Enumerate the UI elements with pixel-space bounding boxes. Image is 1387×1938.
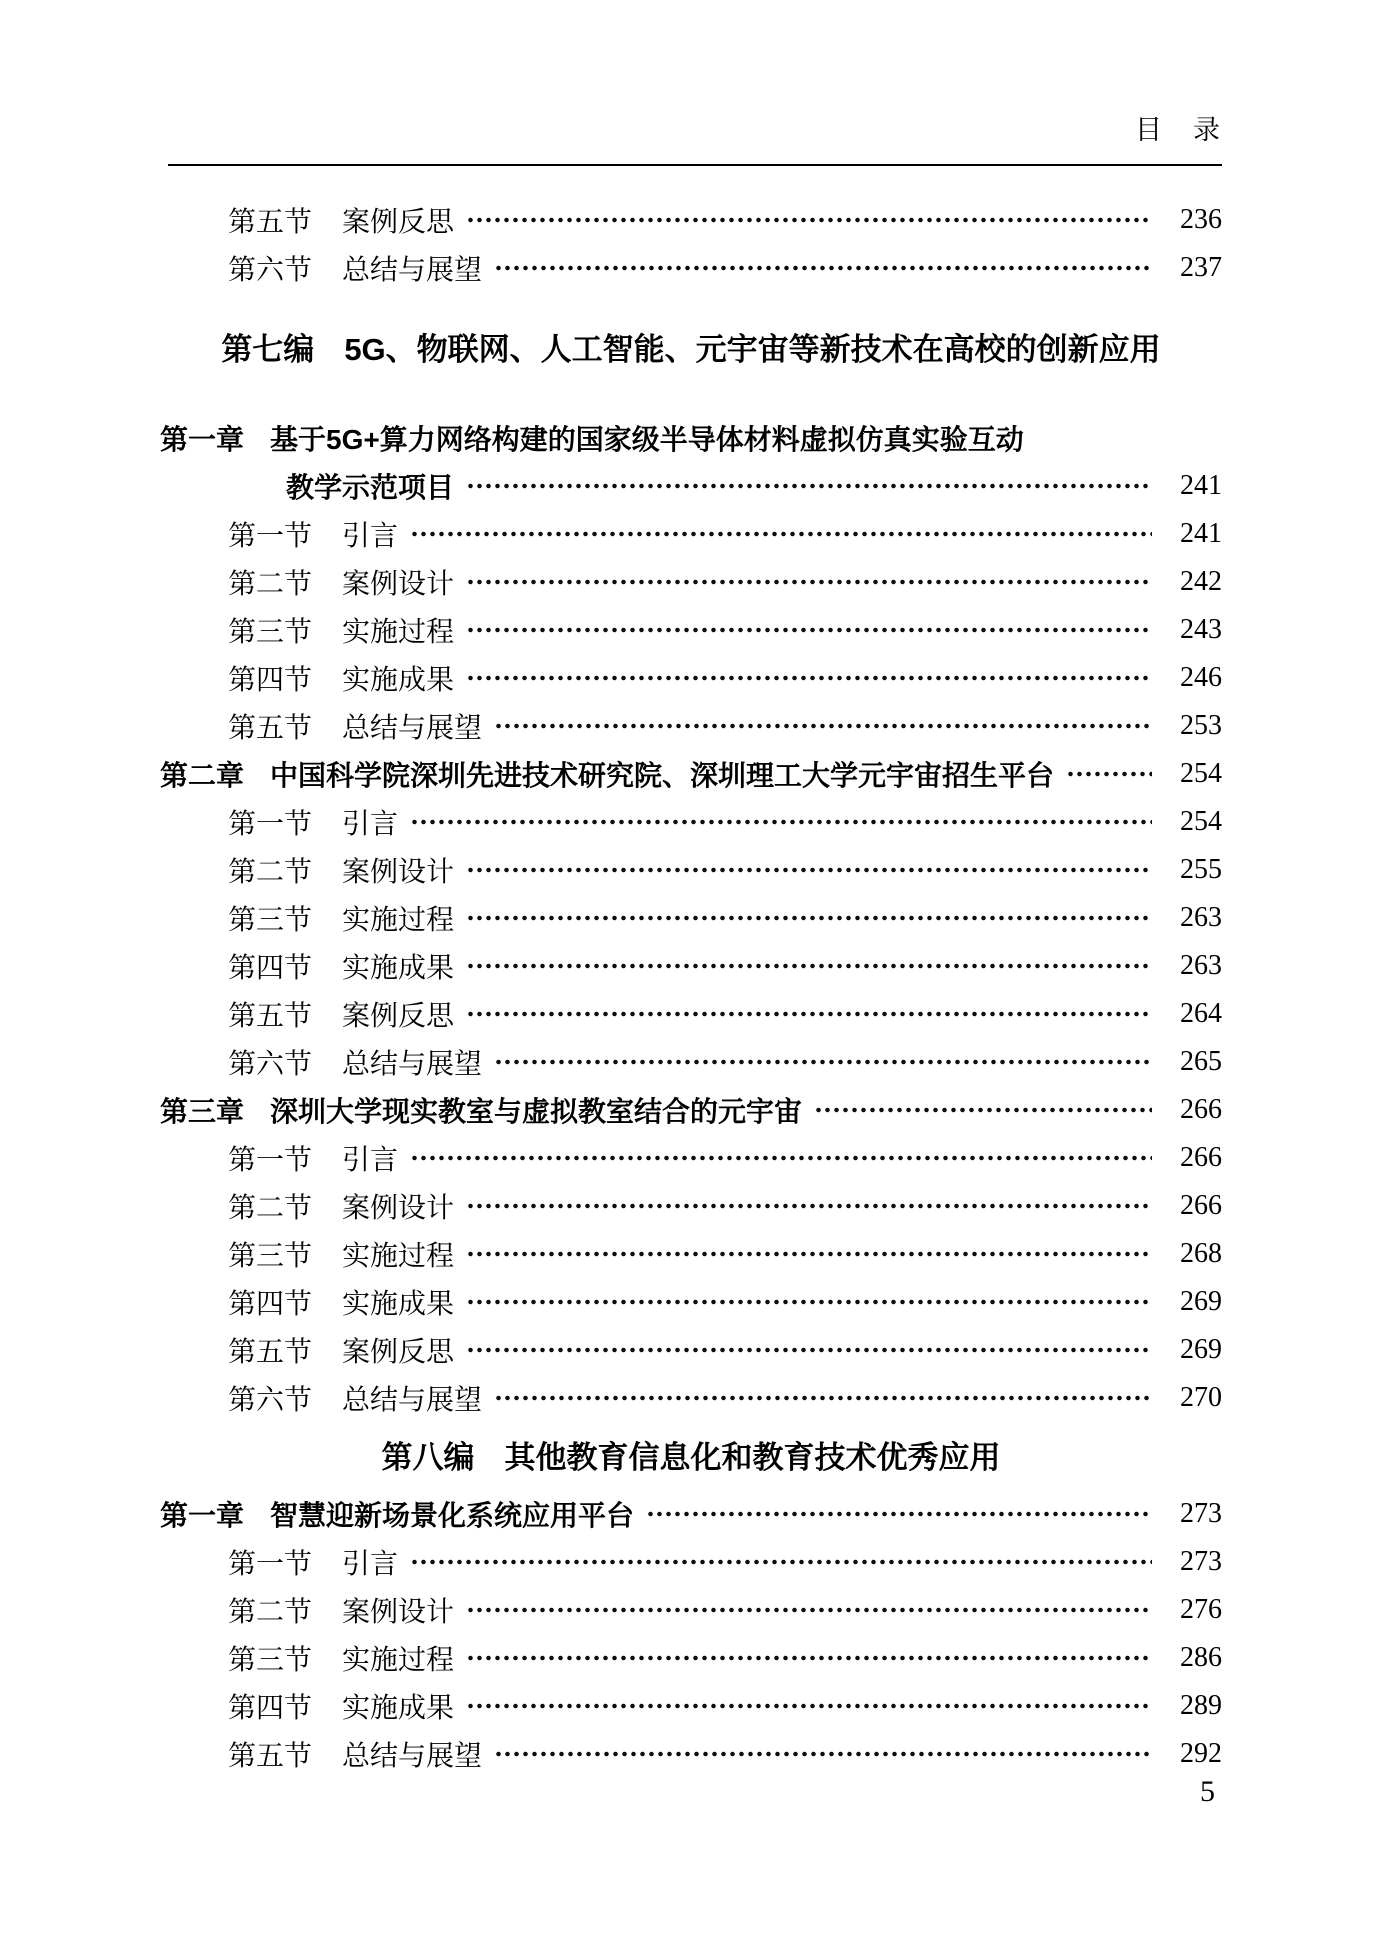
entry-page: 242	[1180, 566, 1222, 597]
toc-entry	[160, 1134, 1222, 1182]
part-heading-label: 第八编	[381, 1440, 475, 1475]
entry-title: 深圳大学现实教室与虚拟教室结合的元宇宙	[270, 1096, 803, 1127]
part-heading	[160, 1434, 1222, 1482]
dot-leader	[494, 702, 1152, 750]
dot-leader	[466, 654, 1152, 702]
dot-leader	[466, 990, 1152, 1038]
entry-page: 264	[1180, 998, 1222, 1029]
entry-label: 第二节	[228, 857, 313, 888]
entry-title: 案例反思	[342, 1001, 455, 1032]
dot-leader	[466, 1326, 1152, 1374]
entry-label: 第一节	[228, 521, 313, 552]
dot-leader	[466, 558, 1152, 606]
page-header-title: 目 录	[1135, 115, 1222, 145]
entry-page: 276	[1180, 1594, 1222, 1625]
entry-label: 第一章	[160, 1500, 245, 1531]
entry-label: 第一节	[228, 1549, 313, 1580]
entry-label: 第五节	[228, 1001, 313, 1032]
dot-leader	[494, 1038, 1152, 1086]
entry-page: 292	[1180, 1738, 1222, 1769]
toc-entry	[160, 1730, 1222, 1778]
toc-entry	[160, 558, 1222, 606]
part-heading-title: 其他教育信息化和教育技术优秀应用	[504, 1440, 1001, 1475]
part-heading-label: 第七编	[221, 332, 315, 367]
entry-title: 实施过程	[342, 905, 455, 936]
entry-title: 总结与展望	[342, 1385, 483, 1416]
entry-page: 263	[1180, 950, 1222, 981]
part-heading	[160, 326, 1222, 374]
toc-entry	[160, 798, 1222, 846]
toc-entry	[160, 1634, 1222, 1682]
toc-entry	[160, 1586, 1222, 1634]
toc-entry	[160, 510, 1222, 558]
entry-label: 第一章	[160, 424, 245, 455]
entry-title: 总结与展望	[342, 255, 483, 286]
toc-entry	[160, 606, 1222, 654]
entry-label: 第五节	[228, 1741, 313, 1772]
toc-entry	[160, 1326, 1222, 1374]
entry-page: 266	[1180, 1142, 1222, 1173]
dot-leader	[410, 1134, 1152, 1182]
entry-label: 第六节	[228, 1049, 313, 1080]
entry-page: 273	[1180, 1498, 1222, 1529]
entry-page: 268	[1180, 1238, 1222, 1269]
entry-title: 案例设计	[342, 857, 455, 888]
entry-title: 案例设计	[342, 569, 455, 600]
dot-leader	[410, 1538, 1152, 1586]
entry-label: 第五节	[228, 713, 313, 744]
dot-leader	[466, 1586, 1152, 1634]
dot-leader	[466, 1278, 1152, 1326]
toc-entry	[160, 846, 1222, 894]
entry-page: 269	[1180, 1286, 1222, 1317]
entry-title: 智慧迎新场景化系统应用平台	[270, 1500, 635, 1531]
entry-title: 引言	[342, 1145, 399, 1176]
entry-page: 266	[1180, 1094, 1222, 1125]
entry-label: 第四节	[228, 1289, 313, 1320]
toc-entry	[160, 1490, 1222, 1538]
toc-entry	[160, 702, 1222, 750]
toc-entry	[160, 1182, 1222, 1230]
dot-leader	[466, 1682, 1152, 1730]
toc-entry	[160, 1682, 1222, 1730]
entry-title: 引言	[342, 521, 399, 552]
dot-leader	[410, 798, 1152, 846]
dot-leader	[466, 606, 1152, 654]
dot-leader	[494, 244, 1152, 292]
entry-page: 270	[1180, 1382, 1222, 1413]
entry-title: 引言	[342, 809, 399, 840]
entry-page: 289	[1180, 1690, 1222, 1721]
entry-title: 实施成果	[342, 665, 455, 696]
entry-label: 第三节	[228, 1645, 313, 1676]
dot-leader	[466, 1230, 1152, 1278]
entry-page: 255	[1180, 854, 1222, 885]
entry-page: 266	[1180, 1190, 1222, 1221]
page-number: 5	[1200, 1775, 1215, 1808]
part-heading-title: 5G、物联网、人工智能、元宇宙等新技术在高校的创新应用	[344, 332, 1161, 367]
entry-title: 案例反思	[342, 207, 455, 238]
entry-title: 实施过程	[342, 1645, 455, 1676]
toc-entry	[160, 1038, 1222, 1086]
entry-page: 254	[1180, 806, 1222, 837]
entry-page: 269	[1180, 1334, 1222, 1365]
toc-entry	[160, 894, 1222, 942]
dot-leader	[814, 1086, 1152, 1134]
entry-page: 265	[1180, 1046, 1222, 1077]
entry-label: 第五节	[228, 1337, 313, 1368]
toc-entry	[160, 196, 1222, 244]
dot-leader	[466, 846, 1152, 894]
entry-label: 第四节	[228, 1693, 313, 1724]
toc-entry	[160, 990, 1222, 1038]
entry-label: 第六节	[228, 255, 313, 286]
entry-label: 第五节	[228, 207, 313, 238]
entry-page: 254	[1180, 758, 1222, 789]
header-rule	[168, 164, 1222, 166]
entry-label: 第二节	[228, 1193, 313, 1224]
entry-page: 246	[1180, 662, 1222, 693]
entry-label: 第三章	[160, 1096, 245, 1127]
toc-entry	[160, 244, 1222, 292]
toc-entry	[160, 462, 1222, 510]
entry-title: 实施过程	[342, 617, 455, 648]
entry-page: 237	[1180, 252, 1222, 283]
entry-label: 第四节	[228, 665, 313, 696]
entry-label: 第一节	[228, 809, 313, 840]
entry-title: 基于5G+算力网络构建的国家级半导体材料虚拟仿真实验互动	[270, 424, 1024, 455]
dot-leader	[466, 942, 1152, 990]
toc-entry	[160, 1230, 1222, 1278]
entry-title: 案例设计	[342, 1193, 455, 1224]
toc-entry	[160, 750, 1222, 798]
entry-page: 243	[1180, 614, 1222, 645]
entry-page: 273	[1180, 1546, 1222, 1577]
entry-title: 案例设计	[342, 1597, 455, 1628]
entry-title: 中国科学院深圳先进技术研究院、深圳理工大学元宇宙招生平台	[270, 760, 1055, 791]
dot-leader	[466, 1182, 1152, 1230]
dot-leader	[466, 1634, 1152, 1682]
entry-title: 实施成果	[342, 953, 455, 984]
dot-leader	[646, 1490, 1152, 1538]
entry-title: 实施过程	[342, 1241, 455, 1272]
dot-leader	[494, 1730, 1152, 1778]
dot-leader	[466, 196, 1152, 244]
entry-label: 第三节	[228, 617, 313, 648]
entry-title: 实施成果	[342, 1693, 455, 1724]
entry-title: 总结与展望	[342, 1741, 483, 1772]
entry-title: 教学示范项目	[286, 472, 455, 503]
entry-label: 第二节	[228, 569, 313, 600]
entry-title: 总结与展望	[342, 713, 483, 744]
entry-label: 第三节	[228, 1241, 313, 1272]
entry-page: 241	[1180, 518, 1222, 549]
entry-page: 263	[1180, 902, 1222, 933]
entry-page: 286	[1180, 1642, 1222, 1673]
dot-leader	[494, 1374, 1152, 1422]
entry-page: 253	[1180, 710, 1222, 741]
toc-entry	[160, 1086, 1222, 1134]
dot-leader	[1066, 750, 1152, 798]
toc-entry	[160, 654, 1222, 702]
entry-label: 第二节	[228, 1597, 313, 1628]
toc-entry	[160, 1538, 1222, 1586]
entry-page: 241	[1180, 470, 1222, 501]
entry-title: 案例反思	[342, 1337, 455, 1368]
entry-label: 第二章	[160, 760, 245, 791]
entry-label: 第六节	[228, 1385, 313, 1416]
toc-entry	[160, 1278, 1222, 1326]
entry-title: 引言	[342, 1549, 399, 1580]
entry-page: 236	[1180, 204, 1222, 235]
toc-list	[160, 196, 1222, 1778]
dot-leader	[410, 510, 1152, 558]
dot-leader	[466, 894, 1152, 942]
dot-leader	[466, 462, 1152, 510]
toc-entry	[160, 942, 1222, 990]
entry-title: 总结与展望	[342, 1049, 483, 1080]
entry-label: 第一节	[228, 1145, 313, 1176]
entry-title: 实施成果	[342, 1289, 455, 1320]
toc-entry	[160, 1374, 1222, 1422]
entry-label: 第四节	[228, 953, 313, 984]
toc-entry	[160, 414, 1222, 462]
entry-label: 第三节	[228, 905, 313, 936]
